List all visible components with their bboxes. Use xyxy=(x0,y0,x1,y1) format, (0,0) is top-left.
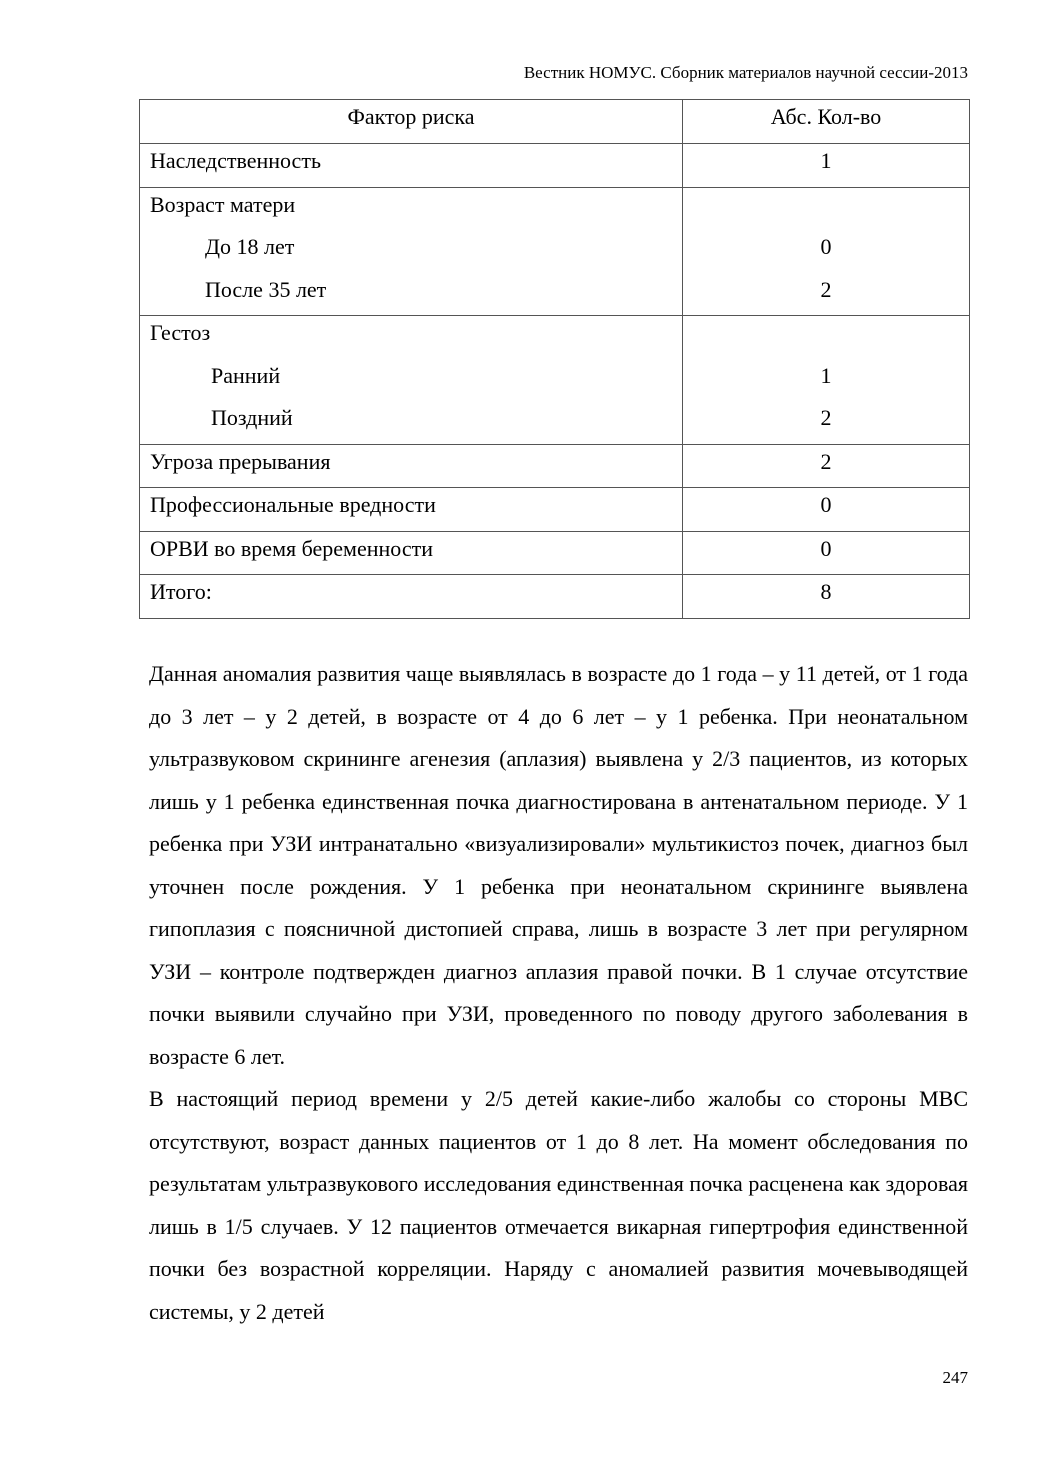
factor-cell xyxy=(140,144,683,188)
table-header-row xyxy=(140,100,970,144)
sub-count-value: 1 xyxy=(820,362,832,388)
factor-label: Возраст матери xyxy=(150,191,296,217)
count-value: 1 xyxy=(820,148,832,173)
count-cell xyxy=(683,316,970,445)
header-count: Абс. Кол-во xyxy=(683,100,970,144)
factor-cell xyxy=(140,187,683,316)
table-row xyxy=(140,144,970,188)
paragraph: Данная аномалия развития чаще выявлялась в возрасте до 1 года – у 11 детей, от 1 года до 3 лет – у 2 детей, в возрасте от 4 до 6 лет – у 1 ребенка. При неонатальном ультразвуковом скрининге агенезия (аплазия) выявлена у 2/3 пациентов, из которых лишь у 1 ребенка единственная почка диагностирована в антенатальном периоде. У 1 ребенка при УЗИ интранатально «визуализировали» мультикистоз почек, диагноз был уточнен после рождения. У 1 ребенка при неонатальном скрининге выявлена гипоплазия с поясничной дистопией справа, лишь в возрасте 3 лет при регулярном УЗИ – контроле подтвержден диагноз аплазия правой почки. В 1 случае отсутствие почки выявили случайно при УЗИ, проведенного по поводу другого заболевания в возрасте 6 лет. xyxy=(149,661,968,1069)
table-row xyxy=(140,575,970,619)
count-value xyxy=(693,188,959,231)
count-value: 2 xyxy=(820,448,832,474)
sub-count-value: 2 xyxy=(820,405,832,430)
risk-factors-table xyxy=(139,99,970,619)
sub-factor-label: Ранний xyxy=(211,362,281,388)
total-value: 8 xyxy=(820,579,832,604)
factor-label: Гестоз xyxy=(150,320,211,345)
count-cell xyxy=(683,187,970,316)
count-value xyxy=(693,316,959,359)
factor-label: Угроза прерывания xyxy=(150,448,331,474)
body-text xyxy=(149,653,968,1333)
table-row xyxy=(140,488,970,532)
factor-label: Наследственность xyxy=(150,148,321,173)
table-row xyxy=(140,531,970,575)
running-header: Вестник НОМУС. Сборник материалов научной сессии-2013 xyxy=(523,63,968,82)
count-cell xyxy=(683,575,970,619)
factor-label: Профессиональные вредности xyxy=(150,492,436,517)
table-row xyxy=(140,444,970,488)
sub-factor-label: После 35 лет xyxy=(205,276,327,302)
sub-factor-label: Поздний xyxy=(211,405,293,430)
count-cell xyxy=(683,531,970,575)
sub-count-value: 0 xyxy=(820,234,832,259)
factor-cell xyxy=(140,488,683,532)
factor-cell xyxy=(140,444,683,488)
count-cell xyxy=(683,444,970,488)
count-value: 0 xyxy=(820,492,832,517)
header-factor: Фактор риска xyxy=(140,100,683,144)
table-row xyxy=(140,316,970,445)
paragraph: В настоящий период времени у 2/5 детей какие-либо жалобы со стороны МВС отсутствуют, возраст данных пациентов от 1 до 8 лет. На момент обследования по результатам ультразвукового исследования единственная почка расценена как здоровая лишь в 1/5 случаев. У 12 пациентов отмечается викарная гипертрофия единственной почки без возрастной корреляции. Наряду с аномалией развития мочевыводящей системы, у 2 детей xyxy=(149,1086,968,1324)
page-number: 247 xyxy=(942,1368,968,1387)
factor-cell xyxy=(140,531,683,575)
factor-cell xyxy=(140,316,683,445)
sub-count-value: 2 xyxy=(820,276,832,302)
count-cell xyxy=(683,488,970,532)
total-label: Итого: xyxy=(150,579,212,604)
factor-label: ОРВИ во время беременности xyxy=(150,535,433,561)
count-value: 0 xyxy=(820,535,832,561)
count-cell xyxy=(683,144,970,188)
table-row xyxy=(140,187,970,316)
sub-factor-label: До 18 лет xyxy=(205,234,295,259)
factor-cell xyxy=(140,575,683,619)
